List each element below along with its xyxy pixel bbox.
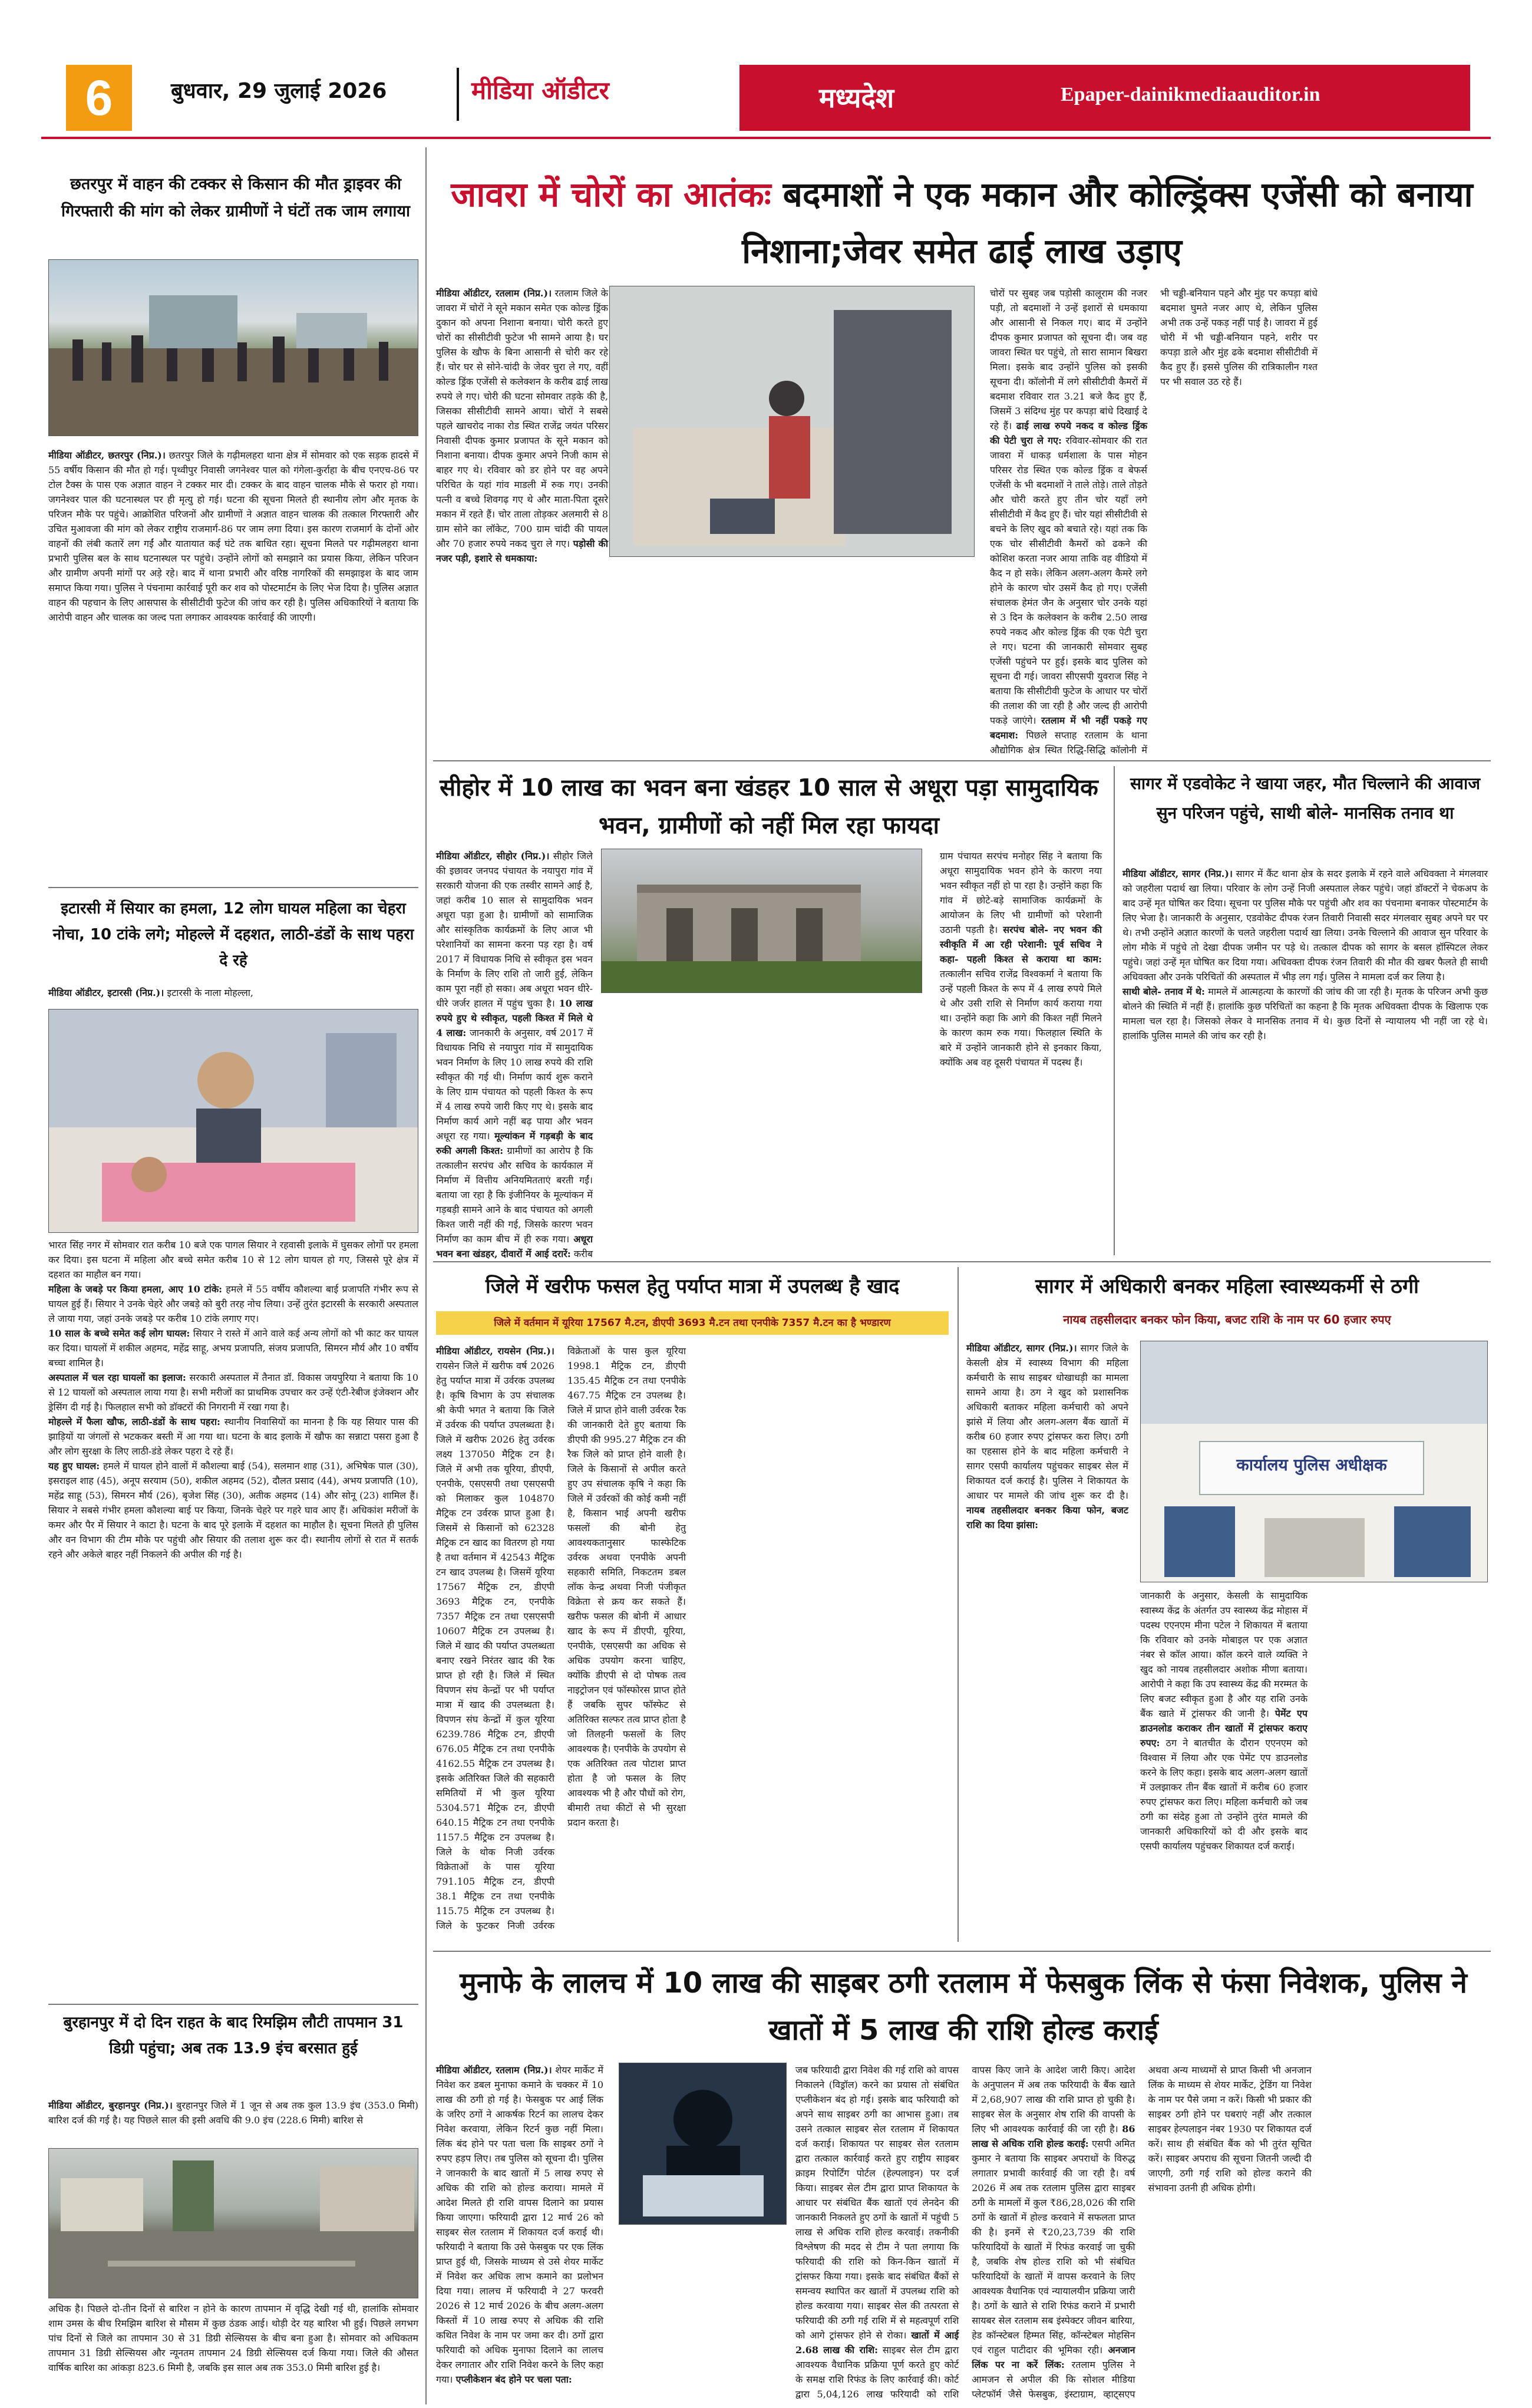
itarsi-subhead-1: महिला के जबड़े पर किया हमला, आए 10 टांके:	[48, 1284, 223, 1295]
sagar-fraud-subhead: नायब तहसीलदार बनकर फोन किया, बजट राशि के नाम पर 60 हजार रुपए	[1063, 1312, 1391, 1327]
chhatarpur-dateline: मीडिया ऑडीटर, छतरपुर (निप्र.)।	[48, 450, 166, 461]
mid-rule	[433, 1261, 1491, 1262]
jaora-dateline: मीडिया ऑडीटर, रतलाम (निप्र.)।	[436, 288, 552, 299]
ratlam-cyber-subhead-3: 86 लाख से अधिक राशि होल्ड कराई:	[972, 2123, 1135, 2149]
chhatarpur-text: छतरपुर जिले के गढ़ीमलहरा थाना क्षेत्र में सोमवार को एक सड़क हादसे में 55 वर्षीय किसान की मौत हो गई। पृथ्वीपुर निवासी जगनेश्वर पाल को गंगेला-कुर्राहा के बीच एनएच-86 पर टोल टैक्स के पास एक अज्ञात वाहन ने टक्कर मार दी। टक्कर के बाद वाहन चालक मौके से फरार हो गया। जगनेश्वर पाल की घटनास्थल पर ही मृत्यु हो गई। घटना की सूचना मिलते ही स्थानीय लोग और मृतक के परिजन मौके पर पहुंचे। आक्रोशित परिजनों और ग्रामीणों ने अज्ञात वाहन चालक की तत्काल गिरफ्तारी और उचित मुआवजा की मांग को लेकर राष्ट्रीय राजमार्ग-86 पर जाम लगा दिया। इस कारण राजमार्ग के दोनों ओर वाहनों की लंबी कतारें लग गईं और यातायात कई घंटे तक बाधित रहा। सूचना मिलते पर गढ़ीमलहरा थाना प्रभारी पुलिस बल के साथ घटनास्थल पर पहुंचे। उन्होंने लोगों को समझाने का प्रयास किया, लेकिन परिजन और ग्रामीण अपनी मांगों पर अड़े रहे। बाद में थाना प्रभारी और वरिष्ठ नागरिकों की समझाइश के बाद जाम समाप्त किया गया। पुलिस ने पंचनामा कार्रवाई पूरी कर शव को पोस्टमार्टम के लिए भेज दिया है। पुलिस अज्ञात वाहन की पहचान के लिए आसपास के सीसीटीवी फुटेज की जांच कर रही है। पुलिस अधिकारियों ने बताया कि आरोपी वाहन और चालक का जल्द पता लगाकर आवश्यक कार्रवाई की जाएगी।	[48, 450, 418, 623]
chhatarpur-body	[48, 448, 418, 884]
burhanpur-photo	[48, 2148, 418, 2298]
paper-name: मीडिया ऑडीटर	[471, 76, 609, 105]
jaora-cctv-photo	[609, 286, 975, 557]
sagar-fraud-text-2: जानकारी के अनुसार, केसली के सामुदायिक स्वास्थ्य केंद्र के अंतर्गत उप स्वास्थ्य केंद्र मोहास में पदस्थ एएनएम मीना पटेल ने शिकायत में बताया कि रविवार को उनके मोबाइल पर एक अज्ञात नंबर से कॉल आया। कॉल करने वाले व्यक्ति ने खुद को नायब तहसीलदार अशोक मीणा बताया। आरोपी ने कहा कि उप स्वास्थ्य केंद्र की मरम्मत के लिए बजट स्वीकृत हुआ है और यह राशि उनके बैंक खाते में ट्रांसफर की जानी है।	[1140, 1590, 1308, 1719]
jaora-subhead-1: पड़ोसी की नजर पड़ी, इशारे से धमकाया:	[436, 538, 608, 564]
sehore-subhead-2: मूल्यांकन में गड़बड़ी के बाद रुकी अगली किश्त:	[436, 1130, 593, 1156]
itarsi-subhead-3: अस्पताल में चल रहा घायलों का इलाज:	[48, 1372, 186, 1383]
sagar-advocate-body	[1122, 866, 1488, 1255]
unfinished-building-illustration	[602, 849, 922, 993]
raisen-body	[436, 1344, 949, 1942]
ratlam-cyber-subhead-4: अनजान लिंक पर ना करें लिंक:	[972, 2344, 1135, 2370]
jaora-bottom-rule	[433, 760, 1491, 761]
itarsi-intro-text: इटारसी के नाला मोहल्ला,	[167, 987, 254, 998]
sagar-fraud-subhead-1: नायब तहसीलदार बनकर किया फोन, बजट राशि का दिया झांसा:	[966, 1505, 1128, 1530]
sehore-sagar-divider	[1114, 766, 1115, 1255]
itarsi-photo	[48, 1009, 418, 1233]
jaora-text-1: रतलाम जिले के जावरा में चोरों ने सूने मकान समेत एक कोल्ड ड्रिंक दुकान को अपना निशाना बनाया। चोरी करते हुए चोरों का सीसीटीवी फुटेज भी सामने आया है। घर पुलिस के खौफ के बिना आसानी से चोरी कर रहे हैं। चोर घर से सोने-चांदी के जेवर चुरा ले गए, वहीं कोल्ड ड्रिंक एजेंसी से कलेक्शन के करीब ढाई लाख रुपये ले गए। चोरी की घटना सोमवार तड़के की है, जिसका सीसीटीवी सामने आया। चोरों ने सबसे पहले खाचरोद नाका रोड स्थित राजेंद्र जयंत परिसर निवासी दीपक कुमार प्रजापत के सूने मकान को निशाना बनाया। दीपक कुमार अपने निजी काम से बाहर गए थे। रविवार को डर होने पर वह अपने परिचित के यहां गांव माडली में रुक गए। उनकी पत्नी व बच्चे शिवगढ़ गए थे और माता-पिता दूसरे मकान में रहते हैं। चोर ताला तोड़कर अलमारी से 8 ग्राम सोने का लॉकेट, 700 ग्राम चांदी की पायल और 70 हजार रुपये नकद चुरा ले गए।	[436, 288, 608, 549]
hospital-illustration	[49, 1010, 418, 1233]
sp-office-photo	[1140, 1341, 1488, 1582]
jaora-text-3: रविवार-सोमवार की रात जावरा में धाकड़ धर्मशाला के पास मोहन परिसर रोड स्थित एक कोल्ड ड्रिंक व बेफर्स एजेंसी के भी बदमाशों ने ताले तोड़े। ताले तोड़ते और चोरी करते हुए तीन चोर यहाँ लगे सीसीटीवी में कैद हुए हैं। चोर यहां सीसीटीवी से बचने के लिए खुद को बचाते रहे। यहां तक कि एक चोर सीसीटीवी कैमरों को ढकने की कोशिश करता नजर आया ताकि वह वीडियो में कैद न हो सके। लेकिन अलग-अलग कैमरे लगे होने के कारण चोर उसमें कैद हो गए। एजेंसी संचालक हेमंत जैन के अनुसार चोर उनके यहां से 3 दिन के कलेक्शन के करीब 2.50 लाख रुपये नकद और कोल्ड ड्रिंक की एक पेटी चुरा ले गए। घटना की जानकारी सोमवार सुबह एजेंसी पहुंचने पर हुई। इसके बाद पुलिस को सूचना दी गई। जावरा सीएसपी युवराज सिंह ने बताया कि सीसीटीवी फुटेज के आधार पर चोरों की तलाश की जा रही है और जल्द ही आरोपी पकड़े जाएंगे।	[990, 435, 1148, 726]
itarsi-body	[48, 1238, 418, 1998]
raisen-banner-text: जिले में वर्तमान में यूरिया 17567 मै.टन, डीएपी 3693 मै.टन तथा एनपीके 7357 मै.टन का है भण्डारण	[494, 1317, 891, 1329]
sagar-advocate-subhead: साथी बोले- तनाव में थे:	[1122, 986, 1205, 997]
itarsi-subhead-5: यह हुए घायल:	[48, 1460, 100, 1472]
masthead-divider	[457, 68, 459, 121]
sagar-fraud-col1	[966, 1341, 1128, 1942]
left-divider-2	[48, 2004, 418, 2005]
itarsi-text-6: हमले में घायल होने वालों में कौशल्या बाई (54), सलमान शाह (31), अभिषेक पाल (30), इसराइल शाह (45), अनूप सरयाम (50), शकील अहमद (52), दौलत प्रसाद (44), अभय प्रजापति (10), महेंद्र साहू (53), सिमरन मौर्य (26), बृजेश सिंह (30), अतीक अहमद (14) और सोनू (23) शामिल हैं। सियार ने सबसे गंभीर हमला कौशल्या बाई पर किया, जिनके चेहरे पर गहरे घाव आए हैं। अधिकांश मरीजों के कमर और पैर में सियार ने काटा है। घटना के बाद पूरे इलाके में दहशत का माहौल है। सूचना मिलते ही पुलिस और वन विभाग की टीम मौके पर पहुंची और सियार की तलाश शुरू कर दी। स्थानीय लोगों से रात में सतर्क रहने और अकेले बाहर नहीं निकलने की अपील की गई है।	[48, 1460, 418, 1560]
itarsi-text-3: सियार ने रास्ते में आने वाले कई अन्य लोगों को भी काट कर घायल कर दिया। घायलों में शकील अहमद, महेंद्र साहू, अभय प्रजापति, संजय प्रजापति, सिमरन मौर्य और 10 वर्षीय बच्चा शामिल है।	[48, 1328, 418, 1368]
burhanpur-text-1: बुरहानपुर जिले में 1 जून से अब तक कुल 13.9 इंच (353.0 मिमी) बारिश दर्ज की गई है। यह पिछले साल की इसी अवधि की 9.0 इंच (228.6 मिमी) बारिश से	[48, 2100, 418, 2126]
chhatarpur-headline: छतरपुर में वाहन की टक्कर से किसान की मौत ड्राइवर की गिरफ्तारी की मांग को लेकर ग्रामीणों ने घंटों तक जाम लगाया	[61, 175, 410, 220]
ratlam-cyber-col-b	[795, 2063, 1488, 2404]
burhanpur-body: अधिक है। पिछले दो-तीन दिनों से बारिश न होने के कारण तापमान में वृद्धि देखी गई थी, हालांकि सोमवार शाम उमस के बीच रिमझिम बारिश से मौसम में कुछ ठंडक आई। थोड़ी देर यह बारिश भी हुई। पिछले लगभग पांच दिनों से जिले का तापमान 30 से 31 डिग्री सेल्सियस के बीच बना हुआ है। सोमवार को अधिकतम तापमान 31 डिग्री सेल्सियस और न्यूनतम तापमान 24 डिग्री सेल्सियस दर्ज किया गया। जिले की औसत वार्षिक बारिश का आंकड़ा 823.6 मिमी है, जबकि इस साल अब तक 353.0 मिमी बारिश हुई है।	[48, 2303, 418, 2373]
itarsi-text-2: हमले में 55 वर्षीय कौशल्या बाई प्रजापति गंभीर रूप से घायल हुई हैं। सियार ने उनके चेहरे और जबड़े को बुरी तरह नोच लिया। उन्हें तुरंत इटारसी के सरकारी अस्पताल ले जाया गया, जहां उनके जबड़े पर करीब 10 टांके लगाए गए।	[48, 1284, 418, 1324]
chhatarpur-photo	[48, 259, 418, 436]
jaora-headline-red: जावरा में चोरों का आतंकः	[451, 174, 771, 215]
sagar-advocate-headline: सागर में एडवोकेट ने खाया जहर, मौत चिल्लाने की आवाज सुन परिजन पहुंचे, साथी बोले- मानसिक तनाव था	[1130, 774, 1481, 823]
ratlam-cyber-text-3: साइबर सेल टीम द्वारा आवश्यक वैधानिक प्रक्रिया पूर्ण करते हुए कोर्ट के समक्ष राशि रिफंड के लिए कार्रवाई की। कोर्ट द्वारा 5,04,126 लाख फरियादी को राशि वापस किए जाने के आदेश जारी किए। आदेश के अनुपालन में अब तक फरियादी के बैंक खाते में 2,68,907 लाख की राशि प्राप्त हो चुकी है। साइबर सेल के अनुसार शेष राशि की वापसी के लिए भी आवश्यक कार्रवाई की जा रही है।	[795, 2064, 1135, 2400]
raisen-sagar-divider	[958, 1267, 959, 1942]
hacker-illustration	[619, 2063, 787, 2225]
itarsi-dateline: मीडिया ऑडीटर, इटारसी (निप्र.)।	[48, 987, 164, 998]
left-column-divider	[425, 147, 427, 2404]
sehore-col-right	[940, 849, 1102, 1261]
jaora-headline	[433, 166, 1491, 279]
itarsi-subhead-4: मोहल्ले में फैला खौफ, लाठी-डंडों के साथ पहरा:	[48, 1416, 220, 1427]
ratlam-cyber-headline: मुनाफे के लालच में 10 लाख की साइबर ठगी रतलाम में फेसबुक लिंक से फंसा निवेशक, पुलिस ने खातों में 5 लाख की राशि होल्ड कराई	[460, 1967, 1467, 2047]
sehore-dateline: मीडिया ऑडीटर, सीहोर (निप्र.)।	[436, 850, 550, 862]
jaora-text-4: पिछले सप्ताह रतलाम के थाना औद्योगिक क्षेत्र स्थित रिद्धि-सिद्धि कॉलोनी में भी चड्डी-बनियान पहने और मुंह पर कपड़ा बांधे बदमाश घुमते नजर आए थे, लेकिन पुलिस अभी तक उन्हें पकड़ नहीं पाई है। जावरा में हुई चोरी में भी चड्डी-बनियान पहने, शरीर पर कपड़ा डाले और मुंह ढके बदमाश सीसीटीवी में कैद हुए हैं। इससे पुलिस की रात्रिकालीन गश्त पर भी सवाल उठ रहे हैं।	[990, 288, 1318, 756]
sagar-fraud-headline: सागर में अधिकारी बनकर महिला स्वास्थ्यकर्मी से ठगी	[1035, 1275, 1419, 1298]
ratlam-cyber-text-4: एसपी अमित कुमार ने बताया कि साइबर अपराधों के विरुद्ध लगातार प्रभावी कार्रवाई की जा रही है। वर्ष 2026 में अब तक रतलाम पुलिस द्वारा साइबर ठगी के मामलों में कुल ₹86,28,026 की राशि ठगों के खातों में होल्ड करवाने में सफलता प्राप्त की है। इनमें से ₹20,23,739 की राशि फरियादियों के खातों में रिफंड करवाई जा चुकी है, जबकि शेष होल्ड राशि को भी संबंधित फरियादियों के खातों में वापस करवाने के लिए आवश्यक वैधानिक एवं न्यायालयीन प्रक्रिया जारी है। ठगों के खाते से राशि रिफंड कराने में प्रभारी सायबर सेल रतलाम सब इंस्पेक्टर जीवन बारिया, हेड कॉन्स्टेबल हिम्मत सिंह, कॉन्स्टेबल मोहसिन एवं राहुल पाटीदार की भूमिका रही।	[972, 2138, 1135, 2356]
itarsi-headline: इटारसी में सियार का हमला, 12 लोग घायल महिला का चेहरा नोचा, 10 टांके लगे; मोहल्ले में दहशत, लाठी-डंडों के साथ पहरा दे रहे	[52, 900, 414, 969]
sagar-advocate-text-2: मामले में आत्महत्या के कारणों की जांच की जा रही है। मृतक के परिजन अभी कुछ बोलने की स्थिति में नहीं हैं। हालांकि कुछ परिचितों का कहना है कि मृतक अधिवक्ता दीपक के खिलाफ एक मामला चल रहा है। जिसको लेकर वे मानसिक तनाव में थे। कुछ दिनों से न्यायालय भी नहीं जा रहे थे। हालांकि पुलिस मामले की जांच कर रही है।	[1122, 986, 1488, 1041]
cctv-scene-illustration	[610, 286, 975, 557]
sehore-building-photo	[601, 849, 922, 993]
sagar-fraud-cols	[1140, 1588, 1488, 1942]
left-divider-1	[48, 887, 418, 888]
sagar-fraud-text-1: सागर जिले के केसली क्षेत्र में स्वास्थ्य विभाग की महिला कर्मचारी के साथ साइबर धोखाधड़ी का मामला सामने आया है। ठग ने खुद को प्रशासनिक अधिकारी बताकर महिला कर्मचारी को अपने झांसे में लिया और अलग-अलग बैंक खातों में करीब 60 हजार रुपए ट्रांसफर करा लिए। ठगी का एहसास होने के बाद महिला कर्मचारी ने सागर एसपी कार्यालय पहुंचकर साइबर सेल में शिकायत दर्ज कराई है। पुलिस ने शिकायत के आधार पर मामले की जांच शुरू कर दी है।	[966, 1342, 1128, 1501]
sehore-subhead-5: पूर्व सचिव ने कहा- पहली किश्त से कराया था काम:	[940, 939, 1102, 965]
sehore-text-3: ग्रामीणों का आरोप है कि तत्कालीन सरपंच और सचिव के कार्यकाल में निर्माण में वित्तीय अनियमितताएं बरती गईं। बताया जा रहा है कि इंजीनियर के मूल्यांकन में गड़बड़ी सामने आने के बाद पंचायत को अगली किश्त जारी नहीं की गई, जिसके कारण भवन निर्माण का काम बीच में ही रुक गया।	[436, 1145, 593, 1245]
sagar-advocate-text-1: सागर में कैंट थाना क्षेत्र के सदर इलाके में रहने वाले अधिवक्ता ने मंगलवार को जहरीला पदार्थ खा लिया। परिवार के लोग उन्हें निजी अस्पताल लेकर पहुंचे। जहां डॉक्टरों ने चेकअप के बाद उन्हें मृत घोषित कर दिया। सूचना पर पुलिस मौके पर पहुंची और शव का पंचनामा बनाकर पोस्टमार्टम के लिए भेजा है। जानकारी के अनुसार, एडवोकेट दीपक रंजन तिवारी निवासी सदर मंगलवार सुबह अपने घर पर थे। तभी उन्होंने अज्ञात कारणों के चलते जहरीला पदार्थ खा लिया। उनके चिल्लाने की आवाज सुन परिवार के लोग मौके में पहुंचे तो देखा दीपक जमीन पर पड़े थे। तत्काल दीपक को सागर के बसल हॉस्पिटल लेकर पहुंचे। जहां उन्हें मृत घोषित कर दिया गया। अधिवक्ता दीपक रंजन तिवारी की मौत की खबर फैलते ही साथी अधिवक्ता और उनके परिचितों की अस्पताल में भीड़ लग गई। पुलिस ने मामला दर्ज कर लिया है।	[1122, 868, 1488, 982]
site-url: Epaper-dainikmediaauditor.in	[1061, 84, 1320, 105]
itarsi-text-4: सरकारी अस्पताल में तैनात डॉ. विकास जयपुरिया ने बताया कि 10 से 12 घायलों को अस्पताल लाया गया है। सभी मरीजों का प्राथमिक उपचार कर उन्हें एंटी-रेबीज इंजेक्शन और ड्रेसिंग दी गई है। फिलहाल सभी को डॉक्टरों की निगरानी में रखा गया है।	[48, 1372, 418, 1413]
masthead-rule	[41, 137, 1491, 139]
hacker-photo	[619, 2063, 787, 2225]
itarsi-text-1: भारत सिंह नगर में सोमवार रात करीब 10 बजे एक पागल सियार ने रहवासी इलाके में घुसकर लोगों पर हमला कर दिया। इस घटना में महिला और बच्चे समेत करीब 10 से 12 लोग घायल हो गए, जिससे पूरे क्षेत्र में दहशत का माहौल बन गया।	[48, 1239, 418, 1280]
ratlam-cyber-subhead-2: खातों में आई 2.68 लाख की राशि:	[795, 2330, 959, 2356]
raisen-headline: जिले में खरीफ फसल हेतु पर्याप्त मात्रा में उपलब्ध है खाद	[485, 1275, 900, 1298]
itarsi-intro	[48, 985, 418, 1003]
masthead	[0, 0, 1532, 126]
raisen-text: रायसेन जिले में खरीफ वर्ष 2026 हेतु पर्याप्त मात्रा में उर्वरक उपलब्ध है। कृषि विभाग के उप संचालक श्री केपी भगत ने बताया कि जिले में उर्वरक की पर्याप्त उपलब्धता है। जिले में खरीफ 2026 हेतु उर्वरक लक्ष्य 137050 मैट्रिक टन है। जिले में अभी तक यूरिया, डीएपी, एनपीके, एसएसपी तथा एसएसपी को मिलाकर कुल 104870 मैट्रिक टन उर्वरक प्राप्त हुआ है। जिसमें से किसानों को 62328 मैट्रिक टन खाद का वितरण हो गया है तथा वर्तमान में 42543 मैट्रिक टन खाद उपलब्ध है। जिसमें यूरिया 17567 मैट्रिक टन, डीएपी 3693 मैट्रिक टन, एनपीके 7357 मैट्रिक टन तथा एसएसपी 10607 मैट्रिक टन उपलब्ध है। जिले में खाद की पर्याप्त उपलब्धता बनाए रखने निरंतर खाद की रैक प्राप्त हो रही है। जिले में स्थित विपणन संघ केन्द्रों पर भी पर्याप्त मात्रा में खाद की उपलब्धता है। विपणन संघ केन्द्रों में कुल यूरिया 6239.786 मैट्रिक टन, डीएपी 676.05 मैट्रिक टन तथा एनपीके 4162.55 मैट्रिक टन उपलब्ध है। इसके अतिरिक्त जिले की सहकारी समितियों में भी कुल यूरिया 5304.571 मैट्रिक टन, डीएपी 640.15 मैट्रिक टन तथा एनपीके 1157.5 मैट्रिक टन उपलब्ध है। जिले के थोक निजी उर्वरक विक्रेताओं के पास यूरिया 791.105 मैट्रिक टन, डीएपी 38.1 मैट्रिक टन तथा एनपीके 115.75 मैट्रिक टन उपलब्ध है। जिले के फुटकर निजी उर्वरक विक्रेताओं के पास कुल यूरिया 1998.1 मैट्रिक टन, डीएपी 135.45 मैट्रिक टन तथा एनपीके 467.75 मैट्रिक टन उपलब्ध है। जिले में प्राप्त होने वाली उर्वरक रैक की जानकारी देते हुए बताया कि डीएपी की 995.27 मैट्रिक टन की रैक जिले को प्राप्त होने वाली है। जिले के किसानों से अपील करते हुए उप संचालक कृषि ने कहा कि जिले में उर्वरकों की कोई कमी नहीं है, किसान भाई अपनी खरीफ फसलों की बोनी हेतु आवश्यकतानुसार फास्फेटिक उर्वरक अथवा एनपीके अपनी सहकारी समिति, निकटतम डबल लॉक केन्द्र अथवा निजी पंजीकृत विक्रेता से क्रय कर सकते हैं। खरीफ फसल की बोनी में आधार खाद के रूप में डीएपी, यूरिया, एनपीके, एसएसपी का अधिक से अधिक उपयोग करना चाहिए, क्योंकि डीएपी से दो पोषक तत्व नाइट्रोजन एवं फॉस्फोरस प्राप्त होते हैं जबकि सुपर फॉस्फेट से अतिरिक्त सल्फर तत्व प्राप्त होता है जो तिलहनी फसलों के लिए आवश्यक है। एनपीके के उपयोग से एक अतिरिक्त तत्व पोटाश प्राप्त होता है जो फसल के लिए आवश्यक भी है और पौधों को रोग, बीमारी तथा कीटों से भी सुरक्षा प्रदान करता है।	[436, 1345, 686, 1931]
sehore-subhead-4: सरपंच बोले- नए भवन की स्वीकृति में आ रही परेशानी:	[940, 924, 1102, 950]
rain-street-illustration	[49, 2149, 418, 2298]
burhanpur-intro	[48, 2098, 418, 2144]
ratlam-cyber-dateline: मीडिया ऑडीटर, रतलाम (निप्र.)।	[436, 2064, 552, 2076]
sehore-subhead-3: अधूरा भवन बना खंडहर, दीवारों में आई दरारें:	[436, 1233, 593, 1259]
raisen-dateline: मीडिया ऑडीटर, रायसेन (निप्र.)।	[436, 1345, 554, 1357]
issue-date: बुधवार, 29 जुलाई 2026	[171, 79, 387, 103]
sagar-fraud-subhead-2: पेमेंट एप डाउनलोड कराकर तीन खातों में ट्रांसफर कराए रुपए:	[1140, 1708, 1308, 1749]
jaora-text-2: चोरों पर सुबह जब पड़ोसी कालूराम की नजर पड़ी, तो बदमाशों ने उन्हें इशारों से धमकाया और आसानी से निकल गए। बाद में उन्होंने दीपक कुमार प्रजापत को सूचना दी। जब वह जावरा स्थित घर पहुंचे, तो सारा सामान बिखरा मिला। इसके बाद उन्होंने पुलिस को इसकी सूचना दी। कॉलोनी में लगे सीसीटीवी कैमरों में बदमाश रविवार रात 3.21 बजे कैद हुए हैं, जिसमें 3 संदिग्ध मुंह पर कपड़ा बांधे दिखाई दे रहे हैं।	[990, 288, 1147, 431]
lower-rule	[433, 1951, 1491, 1952]
crowd-illustration	[49, 260, 418, 436]
ratlam-cyber-text-2: जब फरियादी द्वारा निवेश की गई राशि को वापस निकालने (विड्रॉल) करने का प्रयास तो संबंधित एप्लीकेशन बंद हो गई। इसके बाद फरियादी को अपने साथ साइबर ठगी का आभास हुआ। तब उसने तत्काल साइबर सेल रतलाम में शिकायत दर्ज कराई। शिकायत पर साइबर सेल रतलाम द्वारा तत्काल कार्रवाई करते हुए राष्ट्रीय साइबर क्राइम रिपोर्टिंग पोर्टल (हेल्पलाइन) पर दर्ज किया। साइबर सेल टीम द्वारा प्राप्त शिकायत के आधार पर संबंधित बैंक खातों एवं लेनदेन की जानकारी निकलते हुए ठगों के खातों में पहुंची 5 लाख से अधिक राशि होल्ड करवाई। तकनीकी विश्लेषण की मदद से टीम ने पता लगाया कि फरियादी की राशि को किन-किन खातों में ट्रांसफर किया गया। इसके बाद संबंधित बैंकों से समन्वय स्थापित कर खातों में उपलब्ध राशि को होल्ड करवाया गया। साइबर सेल की तत्परता से फरियादी की ठगी गई राशि में से महत्वपूर्ण राशि को आगे ट्रांसफर होने से रोका।	[795, 2064, 959, 2341]
burhanpur-headline: बुरहानपुर में दो दिन राहत के बाद रिमझिम लौटी तापमान 31 डिग्री पहुंचा; अब तक 13.9 इंच बरसात हुई	[63, 2014, 404, 2057]
itarsi-text-5: स्थानीय निवासियों का मानना है कि यह सियार पास की झाड़ियों या जंगलों से भटककर बस्ती में आ गया था। घटना के बाद इलाके में खौफ का सन्नाटा पसरा हुआ है और लोग सुरक्षा के लिए लाठी-डंडे लेकर पहरा दे रहे हैं।	[48, 1416, 418, 1457]
sehore-text-1: सीहोर जिले की इछावर जनपद पंचायत के नयापुरा गांव में सरकारी योजना की एक तस्वीर सामने आई है, जहां करीब 10 साल से सामुदायिक भवन अधूरा पड़ा हुआ है। ग्रामीणों को सामाजिक और सांस्कृतिक कार्यक्रमों के लिए आज भी परेशानियों का सामना करना पड़ रहा है। वर्ष 2017 में विधायक निधि से स्वीकृत इस भवन के निर्माण के लिए राशि तो जारी हुई, लेकिन काम पूरा नहीं हो सका। अब अधूरा भवन धीरे-धीरे जर्जर हालत में पहुंच चुका है।	[436, 850, 593, 1009]
section-name: मध्यदेश	[819, 82, 894, 114]
sp-office-sign: कार्यालय पुलिस अधीक्षक	[1236, 1455, 1387, 1475]
page-number: 6	[85, 70, 113, 126]
burhanpur-dateline: मीडिया ऑडीटर, बुरहानपुर (निप्र.)।	[48, 2100, 173, 2111]
sagar-advocate-dateline: मीडिया ऑडीटर, सागर (निप्र.)।	[1122, 868, 1233, 879]
jaora-subhead-3: रतलाम में भी नहीं पकड़े गए बदमाश:	[990, 715, 1147, 741]
sehore-text-6: तत्कालीन सचिव राजेंद्र विश्वकर्मा ने बताया कि उन्हें पहली किश्त के रूप में 4 लाख रुपये मिले थे और उसी राशि से निर्माण कार्य कराया गया था। उन्होंने कहा कि आगे की किश्त नहीं मिलने के कारण काम रुक गया। फिलहाल स्थिति के बारे में उन्होंने जानकारी होने से इनकार किया, क्योंकि अब वह दूसरी पंचायत में पदस्थ हैं।	[940, 968, 1102, 1068]
ratlam-cyber-text-1: शेयर मार्केट में निवेश कर डबल मुनाफा कमाने के चक्कर में 10 लाख की ठगी हो गई है। फेसबुक पर आई लिंक के जरिए ठगों ने आकर्षक रिटर्न का लालच देकर निवेश करवाया, लेकिन रिटर्न कुछ नहीं मिला। लिंक बंद होने पर पता चला कि साइबर ठगों ने रुपए हड़प लिए। तब पुलिस को सूचना दी। पुलिस ने जानकारी के बाद खातों में 5 लाख रुपए से अधिक की राशि को होल्ड कराया। मामले में आदेश मिलते ही राशि वापस दिलाने का प्रयास किया जाएगा। फरियादी द्वारा 12 मार्च 26 को साइबर सेल रतलाम में शिकायत दर्ज कराई थी। फरियादी ने बताया कि उसे फेसबुक पर एक लिंक प्राप्त हुई थी, जिसके माध्यम से उसे शेयर मार्केट में निवेश कर अधिक लाभ कमाने का प्रलोभन दिया गया। लालच में फरियादी ने 27 फरवरी 2026 से 12 मार्च 2026 के बीच अलग-अलग किस्तों में 10 लाख रुपए से अधिक की राशि कथित निवेश के नाम पर जमा कर दी। ठगों द्वारा फरियादी को अधिक मुनाफा दिलाने का लालच देकर लगातार और राशि निवेश करने के लिए कहा गया।	[436, 2064, 603, 2385]
jaora-subhead-2: ढाई लाख रुपये नकद व कोल्ड ड्रिंक की पेटी चुरा ले गए:	[990, 420, 1147, 446]
jaora-headline-black: बदमाशों ने एक मकान और कोल्ड्रिंक्स एजेंसी को बनाया निशाना;जेवर समेत ढाई लाख उड़ाए	[742, 174, 1473, 271]
sehore-text-5: ग्राम पंचायत सरपंच मनोहर सिंह ने बताया कि अधूरा सामुदायिक भवन होने के कारण नया भवन स्वीकृत नहीं हो पा रहा है। उन्होंने कहा कि गांव में छोटे-बड़े सामाजिक कार्यक्रमों के आयोजन के लिए भी ग्रामीणों को परेशानी उठानी पड़ती है।	[940, 850, 1102, 935]
ratlam-cyber-subhead-1: एप्लीकेशन बंद होने पर चला पता:	[455, 2374, 572, 2385]
sagar-fraud-text-3: ठग ने बातचीत के दौरान एएनएम को विश्वास में लिया और एक पेमेंट एप डाउनलोड करने के लिए कहा। इसके बाद अलग-अलग खातों में उलझाकर तीन बैंक खातों में करीब 60 हजार रुपए ट्रांसफर करा लिए। महिला कर्मचारी को जब ठगी का संदेह हुआ तो उन्होंने तुरंत मामले की जानकारी अधिकारियों को दी और इसके बाद एसपी कार्यालय पहुंचकर शिकायत दर्ज कराई।	[1140, 1737, 1308, 1852]
jaora-col-right	[990, 286, 1488, 757]
ratlam-cyber-text-5: रतलाम पुलिस ने आमजन से अपील की कि सोशल मीडिया प्लेटफॉर्म जैसे फेसबुक, इंस्टाग्राम, व्हाट्सएप अथवा अन्य माध्यमों से प्राप्त किसी भी अनजान लिंक के माध्यम से शेयर मार्केट, ट्रेडिंग या निवेश के नाम पर पैसे जमा न करें। किसी भी प्रकार की साइबर ठगी होने पर घबराएं नहीं और तत्काल साइबर हेल्पलाइन नंबर 1930 पर शिकायत दर्ज करें। साथ ही संबंधित बैंक को भी तुरंत सूचित करें। साइबर अपराध की सूचना जितनी जल्दी दी जाएगी, ठगी गई राशि को होल्ड कराने की संभावना उतनी ही अधिक होगी।	[972, 2064, 1312, 2400]
sagar-fraud-dateline: मीडिया ऑडीटर, सागर (निप्र.)।	[966, 1342, 1077, 1354]
sehore-text-4: करीब	[573, 1248, 593, 1259]
sehore-text-2: जानकारी के अनुसार, वर्ष 2017 में विधायक निधि से नयापुरा गांव में सामुदायिक भवन निर्माण के लिए 10 लाख रुपये की राशि स्वीकृत की गई थी। निर्माण कार्य शुरू कराने के लिए ग्राम पंचायत को पहली किश्त के रूप में 4 लाख रुपये जारी किए गए थे। इसके बाद निर्माण कार्य आगे नहीं बढ़ पाया और भवन अधूरा रह गया।	[436, 1027, 593, 1142]
sehore-headline: सीहोर में 10 लाख का भवन बना खंडहर 10 साल से अधूरा पड़ा सामुदायिक भवन, ग्रामीणों को नहीं मिल रहा फायदा	[440, 774, 1098, 839]
sehore-subhead-1: 10 लाख रुपये हुए थे स्वीकृत, पहली किश्त में मिले थे 4 लाख:	[436, 998, 593, 1038]
itarsi-subhead-2: 10 साल के बच्चे समेत कई लोग घायल:	[48, 1328, 190, 1339]
